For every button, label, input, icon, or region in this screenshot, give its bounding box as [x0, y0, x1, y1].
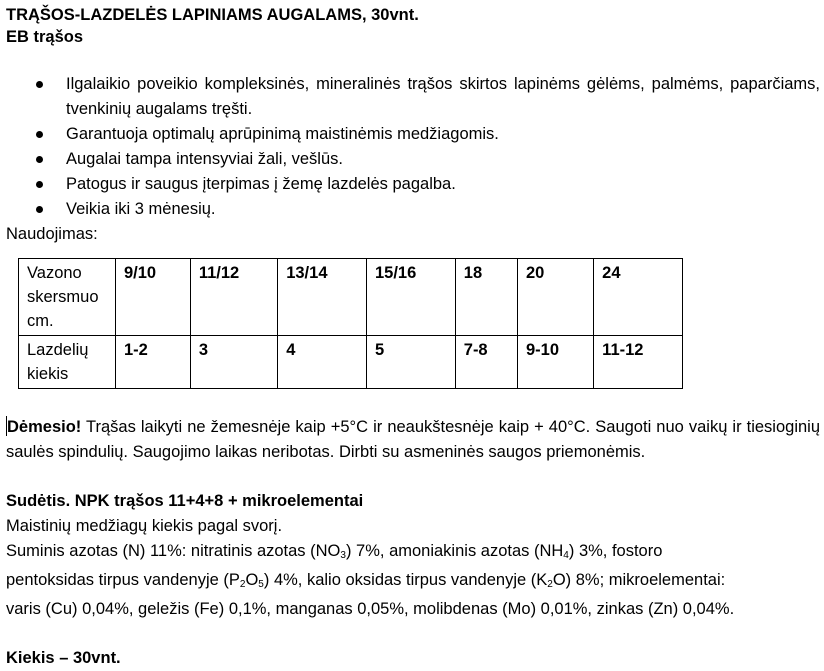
table-cell: 9/10 [116, 259, 191, 336]
bullet-icon [36, 181, 43, 188]
composition-text: Suminis azotas (N) 11%: nitratinis azotas (NO [6, 542, 341, 560]
composition-text: ) 3%, fostoro [568, 542, 663, 560]
table-cell: 3 [190, 336, 277, 389]
table-cell: 5 [366, 336, 455, 389]
table-cell: 13/14 [278, 259, 367, 336]
bullet-icon [36, 156, 43, 163]
product-subtitle: EB trąšos [6, 28, 84, 46]
table-cell: 4 [278, 336, 367, 389]
table-cell: 15/16 [366, 259, 455, 336]
warning-text: Trąšas laikyti ne žemesnėje kaip +5°C ir neaukštesnėje kaip + 40°C. Saugoti nuo vaikų ir tiesioginių saulės spindulių. Saugojimo laikas neribotas. Dirbti su asmeninės saugos priemonėmis. [6, 418, 820, 461]
bullet-icon [36, 81, 43, 88]
bullet-icon [36, 206, 43, 213]
table-cell: 20 [517, 259, 593, 336]
subscript: 2 [547, 579, 553, 590]
warning-label: Dėmesio! [7, 418, 82, 436]
composition-line: varis (Cu) 0,04%, geležis (Fe) 0,1%, manganas 0,05%, molibdenas (Mo) 0,01%, zinkas (Zn) 0,04%. [6, 600, 735, 618]
table-row-header: Vazono skersmuo cm. [19, 259, 116, 336]
list-item [6, 147, 822, 172]
composition-text: O) 8%; mikroelementai: [552, 571, 726, 589]
composition-text: ) 4%, kalio oksidas tirpus vandenyje (K [263, 571, 548, 589]
table-row-header: Lazdelių kiekis [19, 336, 116, 389]
list-item-text: Ilgalaikio poveikio kompleksinės, mineralinės trąšos skirtos lapinėms gėlėms, palmėms, paparčiams, tvenkinių augalams tręšti. [66, 75, 820, 118]
warning-paragraph [6, 415, 822, 465]
spacer [6, 622, 822, 646]
list-item [6, 172, 822, 197]
composition-text: ) 7%, amoniakinis azotas (NH [345, 542, 564, 560]
composition-line: Maistinių medžiagų kiekis pagal svorį. [6, 517, 283, 535]
composition-line [6, 539, 822, 568]
table-cell: 18 [455, 259, 517, 336]
table-cell: 1-2 [116, 336, 191, 389]
composition-text: pentoksidas tirpus vandenyje (P [6, 571, 240, 589]
table-cell: 11-12 [594, 336, 683, 389]
quantity-line: Kiekis – 30vnt. [6, 649, 121, 667]
bullet-icon [36, 131, 43, 138]
list-item-text: Garantuoja optimalų aprūpinimą maistinėmis medžiagomis. [66, 125, 499, 143]
list-item [6, 72, 822, 122]
table-cell: 11/12 [190, 259, 277, 336]
composition-section [6, 489, 822, 622]
table-row [19, 336, 683, 389]
table-cell: 24 [594, 259, 683, 336]
document-page [6, 4, 822, 671]
subscript: 3 [340, 550, 346, 561]
product-title: TRĄŠOS-LAZDELĖS LAPINIAMS AUGALAMS, 30vnt. [6, 6, 419, 24]
usage-label: Naudojimas: [6, 225, 98, 243]
composition-line [6, 568, 822, 597]
subscript: 4 [563, 550, 569, 561]
table-cell: 9-10 [517, 336, 593, 389]
composition-text: O [245, 571, 259, 589]
list-item [6, 122, 822, 147]
composition-heading: Sudėtis. NPK trąšos 11+4+8 + mikroelementai [6, 492, 364, 510]
list-item-text: Augalai tampa intensyviai žali, vešlūs. [66, 150, 343, 168]
list-item [6, 197, 822, 222]
subscript: 2 [239, 579, 246, 590]
list-item-text: Patogus ir saugus įterpimas į žemę lazdelės pagalba. [66, 175, 456, 193]
feature-list [6, 72, 822, 222]
table-row [19, 259, 683, 336]
table-cell: 7-8 [455, 336, 517, 389]
subscript: 5 [258, 579, 264, 590]
usage-table [18, 258, 683, 389]
list-item-text: Veikia iki 3 mėnesių. [66, 200, 216, 218]
